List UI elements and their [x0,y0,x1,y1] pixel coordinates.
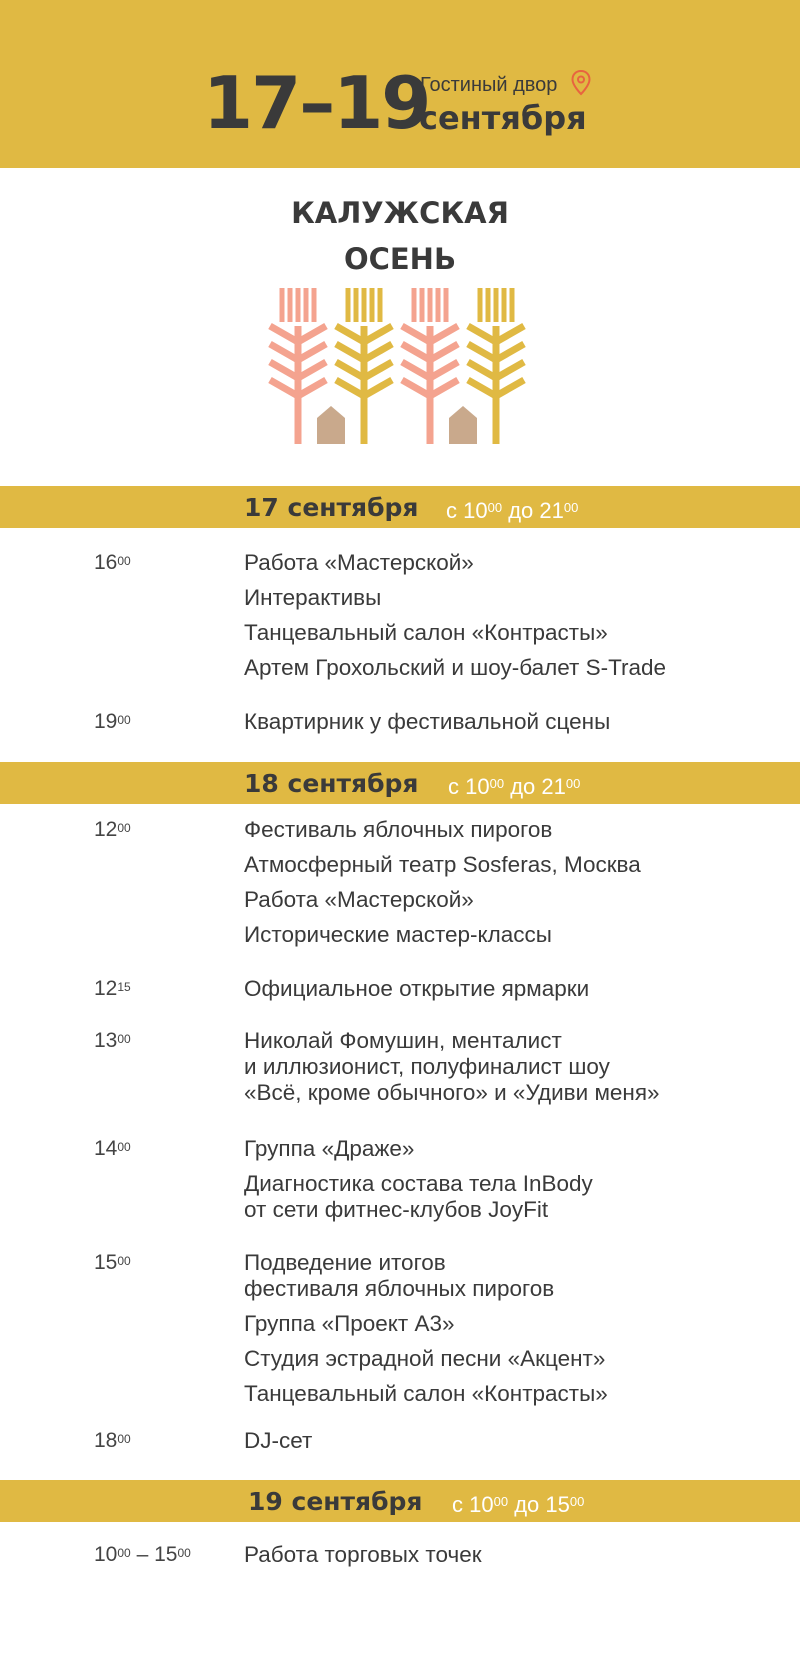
festival-dates: 17–19 [203,61,430,145]
hours-to-min: 00 [563,500,579,515]
day-header-19 [0,1480,800,1522]
day-header-17 [0,486,800,528]
event-items [244,1028,784,1115]
event-item: Работа «Мастерской» [244,887,474,912]
wheat-ears-logo-icon [268,286,532,446]
hours-prefix: с [446,498,457,523]
event-item: Исторические мастер-классы [244,922,552,947]
hours-mid: до [510,774,536,799]
event-items [244,817,784,957]
event-items [244,1428,784,1463]
hours-mid: до [514,1492,540,1517]
day-hours [452,1491,584,1519]
location-pin-icon [571,70,591,96]
event-time: $12^{15}$ [94,977,131,1000]
hours-from-min: 00 [489,776,505,791]
hours-to: 21 [539,498,564,523]
hours-from: 10 [469,1492,494,1517]
event-items [244,709,784,744]
event-item: Атмосферный театр Sosferas, Москва [244,852,641,877]
event-item: Танцевальный салон «Контрасты» [244,1381,608,1406]
event-item: DJ-сет [244,1428,313,1453]
festival-title: КАЛУЖСКАЯ ОСЕНЬ [291,196,509,276]
hours-from-min: 00 [493,1494,509,1509]
event-time: $18^{00}$ [94,1429,131,1452]
hours-from-min: 00 [487,500,503,515]
event-items [244,550,784,690]
hours-mid: до [508,498,534,523]
event-item: Группа «Проект А3» [244,1311,455,1336]
event-time: $19^{00}$ [94,710,131,733]
event-item: Танцевальный салон «Контрасты» [244,620,608,645]
hours-to: 21 [541,774,566,799]
hours-prefix: с [448,774,459,799]
event-item: Работа торговых точек [244,1542,482,1567]
day-hours [448,773,580,801]
hours-to-min: 00 [565,776,581,791]
event-items [244,1136,784,1232]
hours-to: 15 [545,1492,570,1517]
day-label: 19 сентября [248,1487,423,1516]
event-items [244,976,784,1011]
event-item: Группа «Драже» [244,1136,415,1161]
event-time: $12^{00}$ [94,818,131,841]
event-items [244,1250,784,1416]
event-item: Артем Грохольский и шоу-балет S-Trade [244,655,667,680]
event-items [244,1542,784,1577]
event-time: $10^{00} - 15^{00}$ [94,1543,191,1566]
event-item: Фестиваль яблочных пирогов [244,817,553,842]
event-item: Диагностика состава тела InBody от сети фитнес-клубов JoyFit [244,1171,593,1222]
event-time: $13^{00}$ [94,1029,131,1052]
day-header-18 [0,762,800,804]
event-time: $14^{00}$ [94,1137,131,1160]
day-label: 17 сентября [244,493,419,522]
day-hours [446,497,578,525]
event-time: $16^{00}$ [94,551,131,574]
event-item: Подведение итогов фестиваля яблочных пирогов [244,1250,555,1301]
festival-month: сентября [419,99,587,137]
day-label: 18 сентября [244,769,419,798]
hours-from: 10 [465,774,490,799]
venue-label: Гостиный двор [420,74,558,96]
event-item: Николай Фомушин, менталист и иллюзионист, полуфиналист шоу «Всё, кроме обычного» и «Удиви меня» [244,1028,660,1105]
hours-to-min: 00 [569,1494,585,1509]
event-item: Работа «Мастерской» [244,550,474,575]
event-time: $15^{00}$ [94,1251,131,1274]
event-item: Студия эстрадной песни «Акцент» [244,1346,606,1371]
hours-from: 10 [463,498,488,523]
header-band [0,0,800,168]
event-item: Официальное открытие ярмарки [244,976,590,1001]
event-item: Интерактивы [244,585,382,610]
hours-prefix: с [452,1492,463,1517]
event-item: Квартирник у фестивальной сцены [244,709,611,734]
